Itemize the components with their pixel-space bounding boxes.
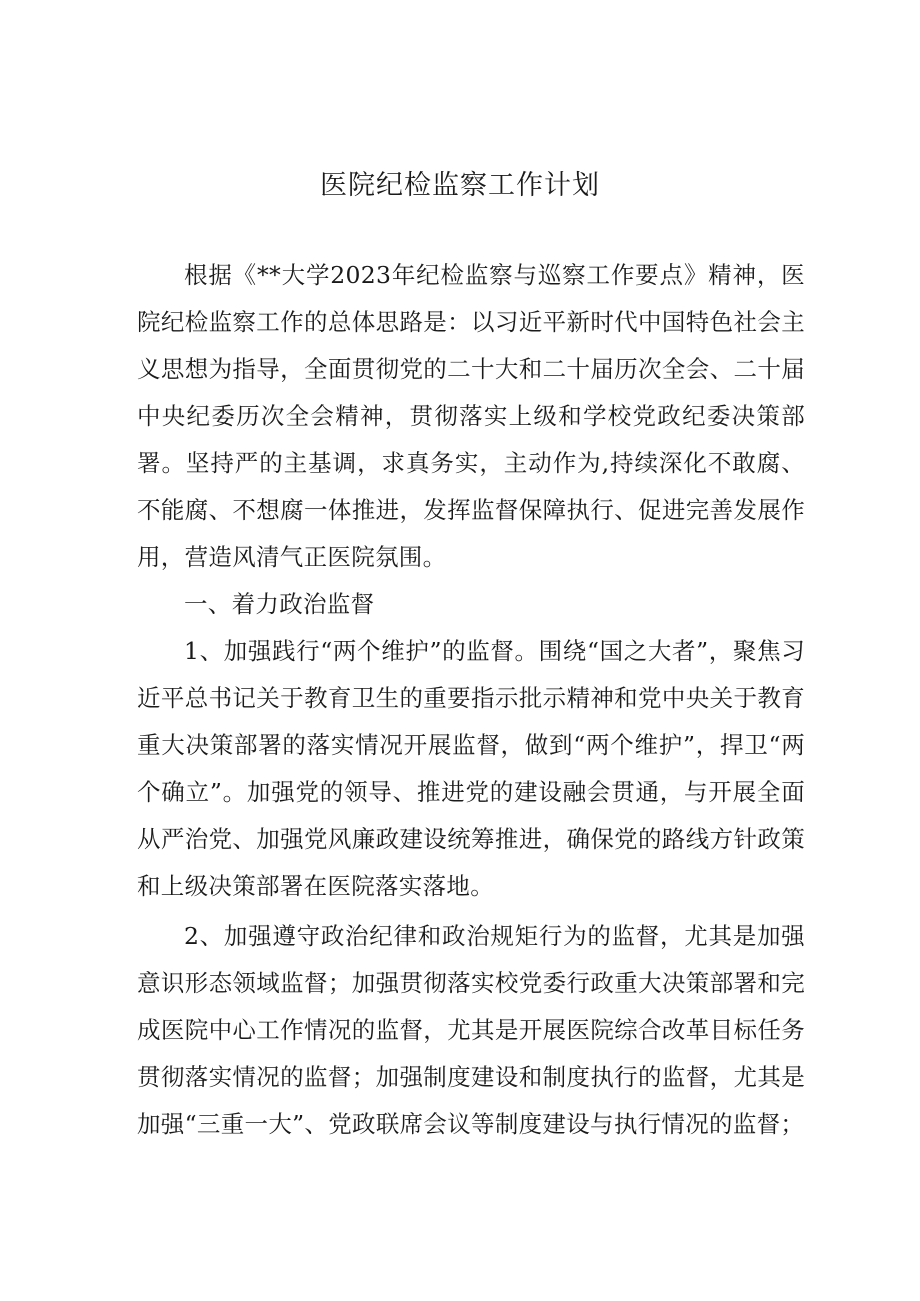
item-paragraph-1: 1、加强践行“两个维护”的监督。围绕“国之大者”，聚焦习近平总书记关于教育卫生的重要指示批示精神和党中央关于教育重大决策部署的落实情况开展监督，做到“两个维护”，捍卫“两个确立”。加强党的领导、推进党的建设融会贯通，与开展全面从严治党、加强党风廉政建设统筹推进，确保党的路线方针政策和上级决策部署在医院落实落地。 <box>137 637 805 900</box>
item-paragraph-2: 2、加强遵守政治纪律和政治规矩行为的监督，尤其是加强意识形态领域监督；加强贯彻落实校党委行政重大决策部署和完成医院中心工作情况的监督，尤其是开展医院综合改革目标任务贯彻落实情况的监督；加强制度建设和制度执行的监督，尤其是加强“三重一大”、党政联席会议等制度建设与执行情况的监督； <box>137 922 805 1138</box>
intro-paragraph: 根据《**大学2023年纪检监察与巡察工作要点》精神，医院纪检监察工作的总体思路是：以习近平新时代中国特色社会主义思想为指导，全面贯彻党的二十大和二十届历次全会、二十届中央纪委历次全会精神，贯彻落实上级和学校党政纪委决策部署。坚持严的主基调，求真务实，主动作为,持续深化不敢腐、不能腐、不想腐一体推进，发挥监督保障执行、促进完善发展作用，营造风清气正医院氛围。 <box>137 261 805 571</box>
section-heading: 一、着力政治监督 <box>184 590 375 618</box>
document-title: 医院纪检监察工作计划 <box>320 170 600 201</box>
document-body <box>137 252 805 1148</box>
